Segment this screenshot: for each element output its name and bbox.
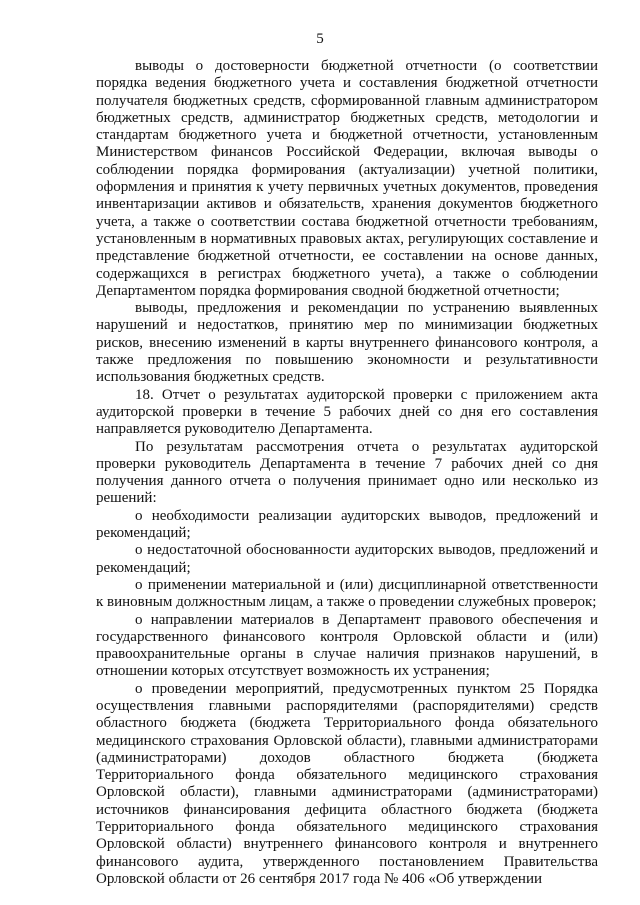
paragraph-item-18: 18. Отчет о результатах аудиторской проверки с приложением акта аудиторской проверки в течение 5 рабочих дней со дня его составления направляется руководителю Департамента. — [96, 386, 598, 438]
paragraph-recommendations: выводы, предложения и рекомендации по устранению выявленных нарушений и недостатков, принятию мер по минимизации бюджетных рисков, внесению изменений в карты внутреннего финансового контроля, а также предложения по повышению экономности и результативности использования бюджетных средств. — [96, 300, 598, 386]
paragraph-audit-conclusions: выводы о достоверности бюджетной отчетности (о соответствии порядка ведения бюджетного учета и составления бюджетной отчетности получателя бюджетных средств, сформированной главным администратором бюджетных средств, администратор бюджетных средств, методологии и стандартам бюджетного учета и бюджетной отчетности, установленным Министерством финансов Российской Федерации, включая выводы о соблюдении порядка формирования (актуализации) учетной политики, оформления и принятия к учету первичных учетных документов, проведения инвентаризации активов и обязательств, хранения документов бюджетного учета, а также о соответствии состава бюджетной отчетности требованиям, установленным в нормативных правовых актах, регулирующих составление и представление бюджетной отчетности, ее составлении на основе данных, содержащихся в регистрах бюджетного учета), а также о соблюдении Департаментом порядка формирования сводной бюджетной отчетности; — [96, 58, 598, 299]
page-number: 5 — [316, 31, 324, 47]
decision-referral: о направлении материалов в Департамент правового обеспечения и государственного финансового контроля Орловской области и (или) правоохранительные органы в случае наличия признаков нарушений, в отношении которых отсутствует возможность их устранения; — [96, 611, 598, 680]
decision-implementation: о необходимости реализации аудиторских выводов, предложений и рекомендаций; — [96, 507, 598, 542]
decision-measures: о проведении мероприятий, предусмотренных пунктом 25 Порядка осуществления главными распорядителями (распорядителями) средств областного бюджета (бюджета Территориального фонда обязательного медицинского страхования Орловской области), главными администраторами (администраторами) доходов областного бюджета (бюджета Территориального фонда обязательного медицинского страхования Орловской области), главными администраторами (администраторами) источников финансирования дефицита областного бюджета (бюджета Территориального фонда обязательного медицинского страхования Орловской области) внутреннего финансового контроля и внутреннего финансового аудита, утвержденного постановлением Правительства Орловской области от 26 сентября 2017 года № 406 «Об утверждении — [96, 680, 598, 887]
document-body — [96, 58, 598, 888]
paragraph-decisions-intro: По результатам рассмотрения отчета о результатах аудиторской проверки руководитель Департамента в течение 7 рабочих дней со дня получения данного отчета о получения принимает одно или несколько из решений: — [96, 438, 598, 507]
decision-liability: о применении материальной и (или) дисциплинарной ответственности к виновным должностным лицам, а также о проведении служебных проверок; — [96, 576, 598, 611]
decision-insufficient-justification: о недостаточной обоснованности аудиторских выводов, предложений и рекомендаций; — [96, 542, 598, 576]
